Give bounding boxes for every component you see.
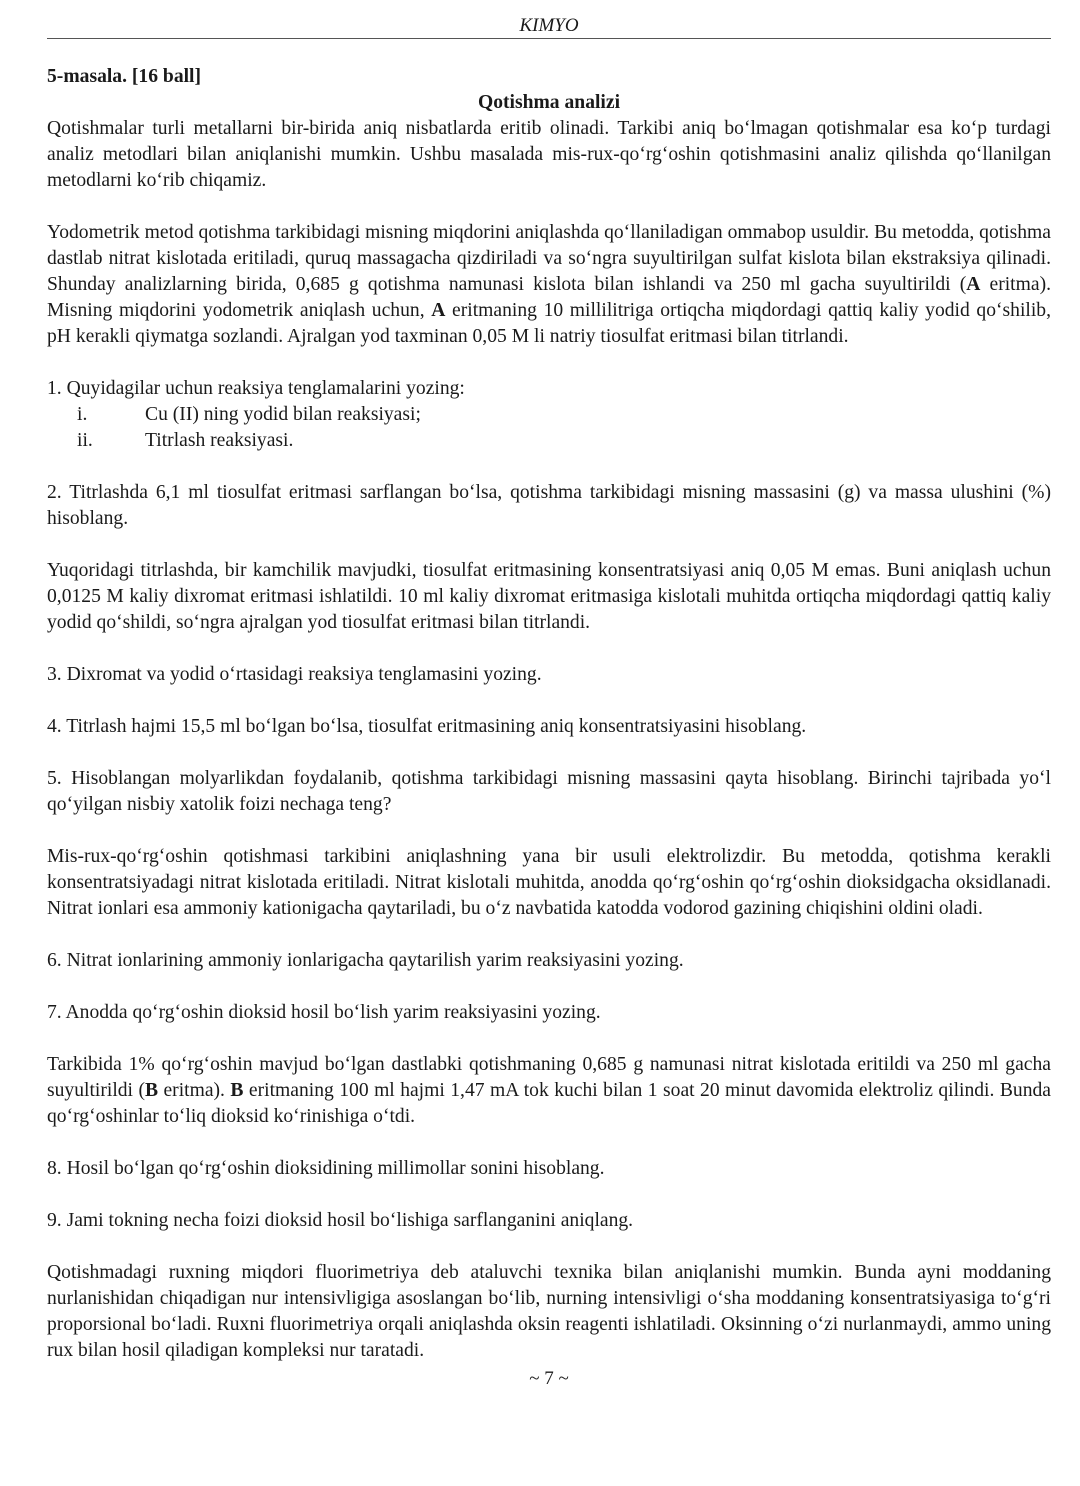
sample-paragraph: Tarkibida 1% qo‘rg‘oshin mavjud bo‘lgan dastlabki qotishmaning 0,685 g namunasi nitrat kislotada eritildi va 250 ml gacha suyultirildi (B eritma). B eritmaning 100 ml hajmi 1,47 mA tok kuchi bilan 1 soat 20 minut davomida elektroliz qilindi. Bunda qo‘rg‘oshinlar to‘liq dioksid ko‘rinishiga o‘tdi.	[47, 1054, 1051, 1127]
question-3: 3. Dixromat va yodid o‘rtasidagi reaksiya tenglamasini yozing.	[47, 664, 542, 685]
iodometric-paragraph: Yodometrik metod qotishma tarkibidagi misning miqdorini aniqlashda qo‘llaniladigan ommabop usuldir. Bu metodda, qotishma dastlab nitrat kislotada eritiladi, quruq massagacha qizdiriladi va so‘ngra suyultirilgan sulfat kislota bilan ekstraksiya qilinadi. Shunday analizlarning birida, 0,685 g qotishma namunasi kislota bilan ishlandi va 250 ml gacha suyultirildi (A eritma). Misning miqdorini yodometrik aniqlash uchun, A eritmaning 10 millilitriga ortiqcha miqdordagi qattiq kaliy yodid qo‘shilib, pH kerakli qiymatga sozlandi. Ajralgan yod taxminan 0,05 M li natriy tiosulfat eritmasi bilan titrlandi.	[47, 222, 1052, 347]
question-1-sublist	[47, 402, 1051, 454]
task-title: Qotishma analizi	[477, 92, 621, 113]
question-7: 7. Anodda qo‘rg‘oshin dioksid hosil bo‘lish yarim reaksiyasini yozing.	[47, 1002, 601, 1023]
task-label: 5-masala. [16 ball]	[47, 66, 202, 87]
list-item: i. Cu (II) ning yodid bilan reaksiyasi;	[77, 404, 421, 425]
question-1: 1. Quyidagilar uchun reaksiya tenglamalarini yozing:	[47, 378, 465, 399]
document-page	[47, 0, 1051, 1392]
question-2: 2. Titrlashda 6,1 ml tiosulfat eritmasi sarflangan bo‘lsa, qotishma tarkibidagi misning massasini (g) va massa ulushini (%) hisoblang.	[47, 482, 1051, 529]
page-number: ~ 7 ~	[529, 1368, 569, 1389]
fluorimetry-paragraph: Qotishmadagi ruxning miqdori fluorimetriya deb ataluvchi texnika bilan aniqlanishi mumkin. Bunda ayni moddaning nurlanishidan chiqadigan nur intensivligiga asoslangan bo‘lib, nurning intensivligi o‘sha moddaning konsentratsiyasiga to‘g‘ri proporsional bo‘ladi. Ruxni fluorimetriya orqali aniqlashda oksin reagenti ishlatiladi. Oksinning o‘zi nurlanmaydi, ammo uning rux bilan hosil qiladigan kompleksi nur taratadi.	[47, 1262, 1051, 1361]
list-item: ii. Titrlash reaksiyasi.	[77, 430, 294, 451]
running-head: KIMYO	[519, 15, 579, 36]
question-8: 8. Hosil bo‘lgan qo‘rg‘oshin dioksidining millimollar sonini hisoblang.	[47, 1158, 605, 1179]
question-5: 5. Hisoblangan molyarlikdan foydalanib, qotishma tarkibidagi misning massasini qayta hisoblang. Birinchi tajribada yo‘l qo‘yilgan nisbiy xatolik foizi nechaga teng?	[47, 768, 1051, 815]
intro-paragraph: Qotishmalar turli metallarni bir-birida aniq nisbatlarda eritib olinadi. Tarkibi aniq bo‘lmagan qotishmalar esa ko‘p turdagi analiz metodlari bilan aniqlanishi mumkin. Ushbu masalada mis-rux-qo‘rg‘oshin qotishmasini analiz qilishda qo‘llanilgan metodlarni ko‘rib chiqamiz.	[47, 118, 1051, 191]
question-9: 9. Jami tokning necha foizi dioksid hosil bo‘lishiga sarflanganini aniqlang.	[47, 1210, 634, 1231]
thiosulfat-paragraph: Yuqoridagi titrlashda, bir kamchilik mavjudki, tiosulfat eritmasining konsentratsiyasi aniq 0,05 M emas. Buni aniqlash uchun 0,0125 M kaliy dixromat eritmasi ishlatildi. 10 ml kaliy dixromat eritmasiga kislotali muhitda ortiqcha miqdordagi qattiq kaliy yodid qo‘shildi, so‘ngra ajralgan yod tiosulfat eritmasi bilan titrlandi.	[47, 560, 1051, 633]
electrolysis-paragraph: Mis-rux-qo‘rg‘oshin qotishmasi tarkibini aniqlashning yana bir usuli elektrolizdir. Bu metodda, qotishma kerakli konsentratsiyadagi nitrat kislotada eritiladi. Nitrat kislotali muhitda, anodda qo‘rg‘oshin qo‘rg‘oshin dioksidgacha oksidlanadi. Nitrat ionlari esa ammoniy kationigacha qaytariladi, bu o‘z navbatida katodda vodorod gazining chiqishini oldini oladi.	[47, 846, 1051, 919]
question-6: 6. Nitrat ionlarining ammoniy ionlarigacha qaytarilish yarim reaksiyasini yozing.	[47, 950, 684, 971]
question-4: 4. Titrlash hajmi 15,5 ml bo‘lgan bo‘lsa, tiosulfat eritmasining aniq konsentratsiyasini hisoblang.	[47, 716, 807, 737]
header-rule	[47, 38, 1051, 39]
